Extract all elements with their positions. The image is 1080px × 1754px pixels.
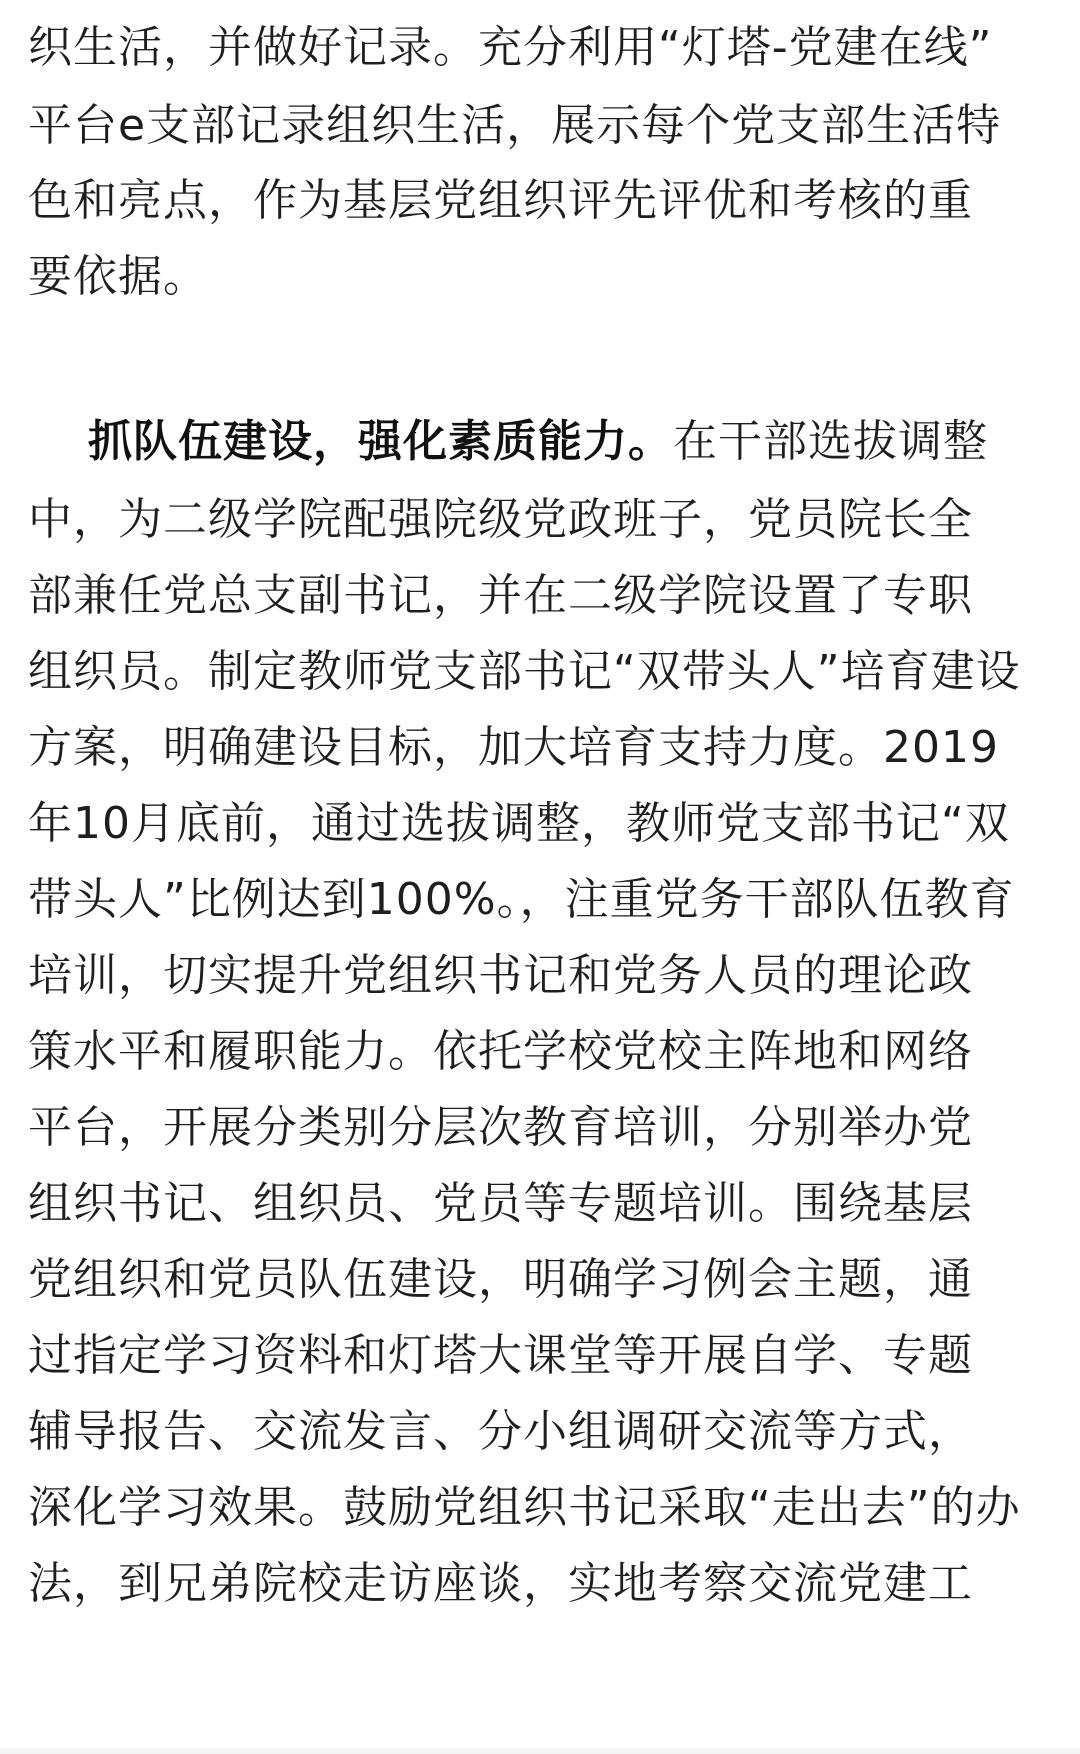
paragraph-2-line-9: 策水平和履职能力。依托学校党校主阵地和网络: [28, 1026, 973, 1077]
paragraph-1-line-2: 平台e支部记录组织生活，展示每个党支部生活特: [28, 100, 1002, 151]
paragraph-2-line-2: 中，为二级学院配强院级党政班子，党员院长全: [28, 494, 973, 545]
paragraph-2-line-16: 法，到兄弟院校走访座谈，实地考察交流党建工: [28, 1558, 973, 1609]
paragraph-2-line-11: 组织书记、组织员、党员等专题培训。围绕基层: [28, 1178, 973, 1229]
paragraph-2-line-7: 带头人”比例达到100%。，注重党务干部队伍教育: [28, 874, 1015, 925]
paragraph-2-line-1: [88, 412, 988, 472]
paragraph-2-line-5: 方案，明确建设目标，加大培育支持力度。2019: [28, 722, 999, 773]
paragraph-1-line-1: 织生活，并做好记录。充分利用“灯塔-党建在线”: [28, 22, 993, 73]
bottom-edge: [0, 1748, 1080, 1754]
paragraph-2-line-1-rest: 在干部选拔调整: [673, 416, 988, 467]
paragraph-2-line-15: 深化学习效果。鼓励党组织书记采取“走出去”的办: [28, 1482, 1021, 1533]
paragraph-2-line-12: 党组织和党员队伍建设，明确学习例会主题，通: [28, 1254, 973, 1305]
paragraph-2-line-10: 平台，开展分类别分层次教育培训，分别举办党: [28, 1102, 973, 1153]
paragraph-1-line-4: 要依据。: [28, 251, 208, 302]
section-heading: 抓队伍建设，强化素质能力。: [88, 416, 673, 467]
paragraph-2-line-13: 过指定学习资料和灯塔大课堂等开展自学、专题: [28, 1330, 973, 1381]
paragraph-2-line-14: 辅导报告、交流发言、分小组调研交流等方式，: [28, 1406, 973, 1457]
paragraph-2-line-3: 部兼任党总支副书记，并在二级学院设置了专职: [28, 570, 973, 621]
paragraph-2-line-8: 培训，切实提升党组织书记和党务人员的理论政: [28, 950, 973, 1001]
paragraph-2-line-4: 组织员。制定教师党支部书记“双带头人”培育建设: [28, 646, 1021, 697]
paragraph-2-line-6: 年10月底前，通过选拔调整，教师党支部书记“双: [28, 798, 1010, 849]
paragraph-1-line-3: 色和亮点，作为基层党组织评先评优和考核的重: [28, 175, 973, 226]
